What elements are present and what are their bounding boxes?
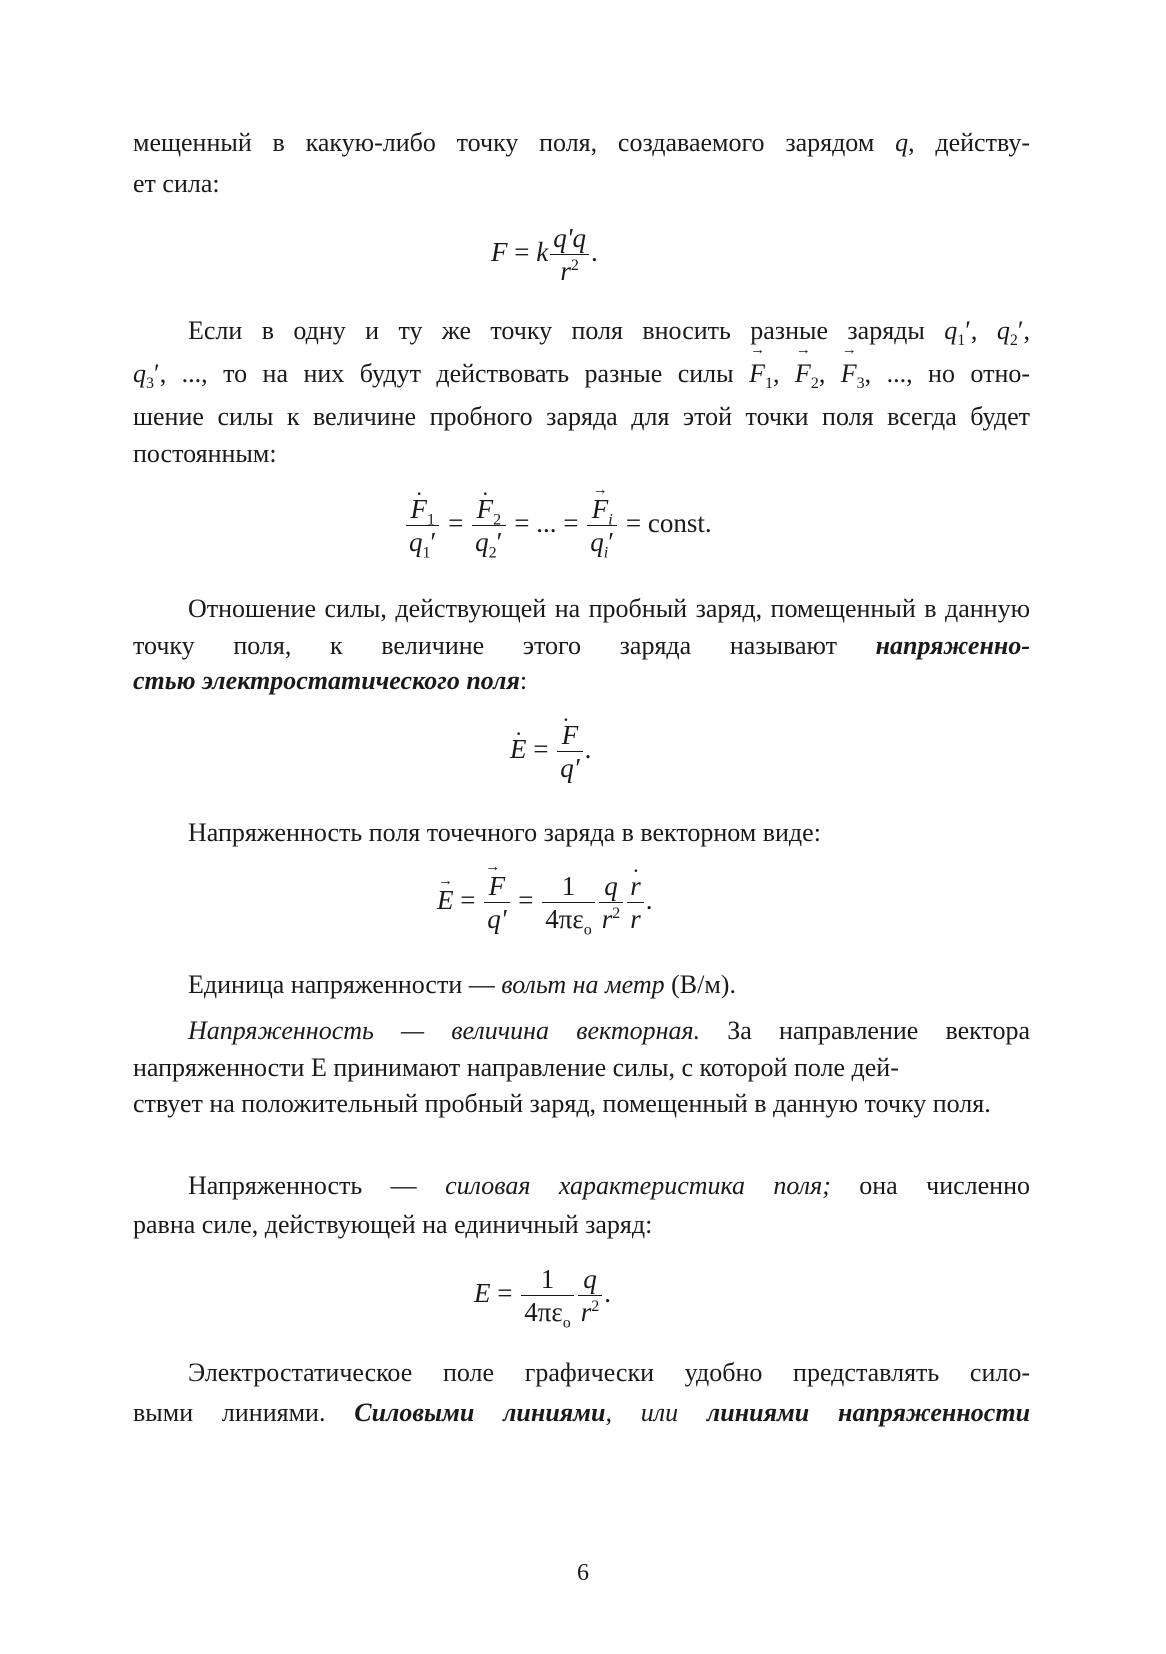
paragraph-7-end: равна силе, действующей на единичный заряд: [133, 1210, 653, 1239]
formula-point-charge-vector-field: → E = → $\frac{F}{q'}$ = $\frac{1}{4\pi\varepsilon_o}$ $\frac{q}{r^2}$ · $\frac{r}{r}$ . [437, 873, 653, 933]
formula-field-strength-definition: · E = · $\frac{F}{q'}$ . [510, 722, 591, 782]
paragraph-2-line-1: Если в одну и ту же точку поля вносить разные заряды $q_1'$, $q_2'$, [188, 316, 1030, 350]
paragraph-4: Напряженность поля точечного заряда в векторном виде: [188, 818, 821, 847]
paragraph-8-line-2: выми линиями. Силовыми линиями, или линиями напряженности [133, 1398, 1031, 1427]
page-number: 6 [577, 1560, 589, 1586]
paragraph-2-line-2: $q_3'$, ..., то на них будут действовать разные силы → $F_1$, → $F_2$, → $F_3$, ..., но отно- [133, 356, 1030, 393]
formula-force-ratio-constant: · $\frac{F_1}{q_1'}$ = · $\frac{F_2}{q_2'}$ = ... = → $\frac{F_i}{q_i'}$ = const. [404, 496, 712, 556]
paragraph-3-line-1: Отношение силы, действующей на пробный заряд, помещенный в данную точку поля, к величине этого заряда называют напряженно- [133, 594, 1030, 660]
paragraph-2-line-3: шение силы к величине пробного заряда для этой точки поля всегда будет постоянным: [133, 402, 1030, 468]
paragraph-1: мещенный в какую-либо точку поля, создаваемого зарядом q, действу- [133, 128, 1030, 157]
paragraph-7: Напряженность — силовая характеристика поля; она численно [188, 1171, 1030, 1200]
paragraph-6: Напряженность — величина векторная. За направление вектора напряженности Е принимают направление силы, с которой поле дей- [133, 1016, 1030, 1082]
formula-point-charge-field-magnitude: E = $\frac{1}{4\pi\varepsilon_o}$ $\frac{q}{r^2}$ . [474, 1264, 611, 1332]
paragraph-1-end: ет сила: [133, 169, 220, 198]
paragraph-8-line-1: Электростатическое поле графически удобно представлять сило- [188, 1358, 1030, 1387]
formula-coulomb-force: F = k $\frac{q'q}{r^2}$ . [491, 223, 598, 286]
paragraph-3-line-3: стью электростатического поля: [133, 666, 528, 695]
paragraph-6-end: ствует на положительный пробный заряд, помещенный в данную точку поля. [133, 1089, 991, 1118]
paragraph-5: Единица напряженности — вольт на метр (В/м). [188, 970, 736, 999]
